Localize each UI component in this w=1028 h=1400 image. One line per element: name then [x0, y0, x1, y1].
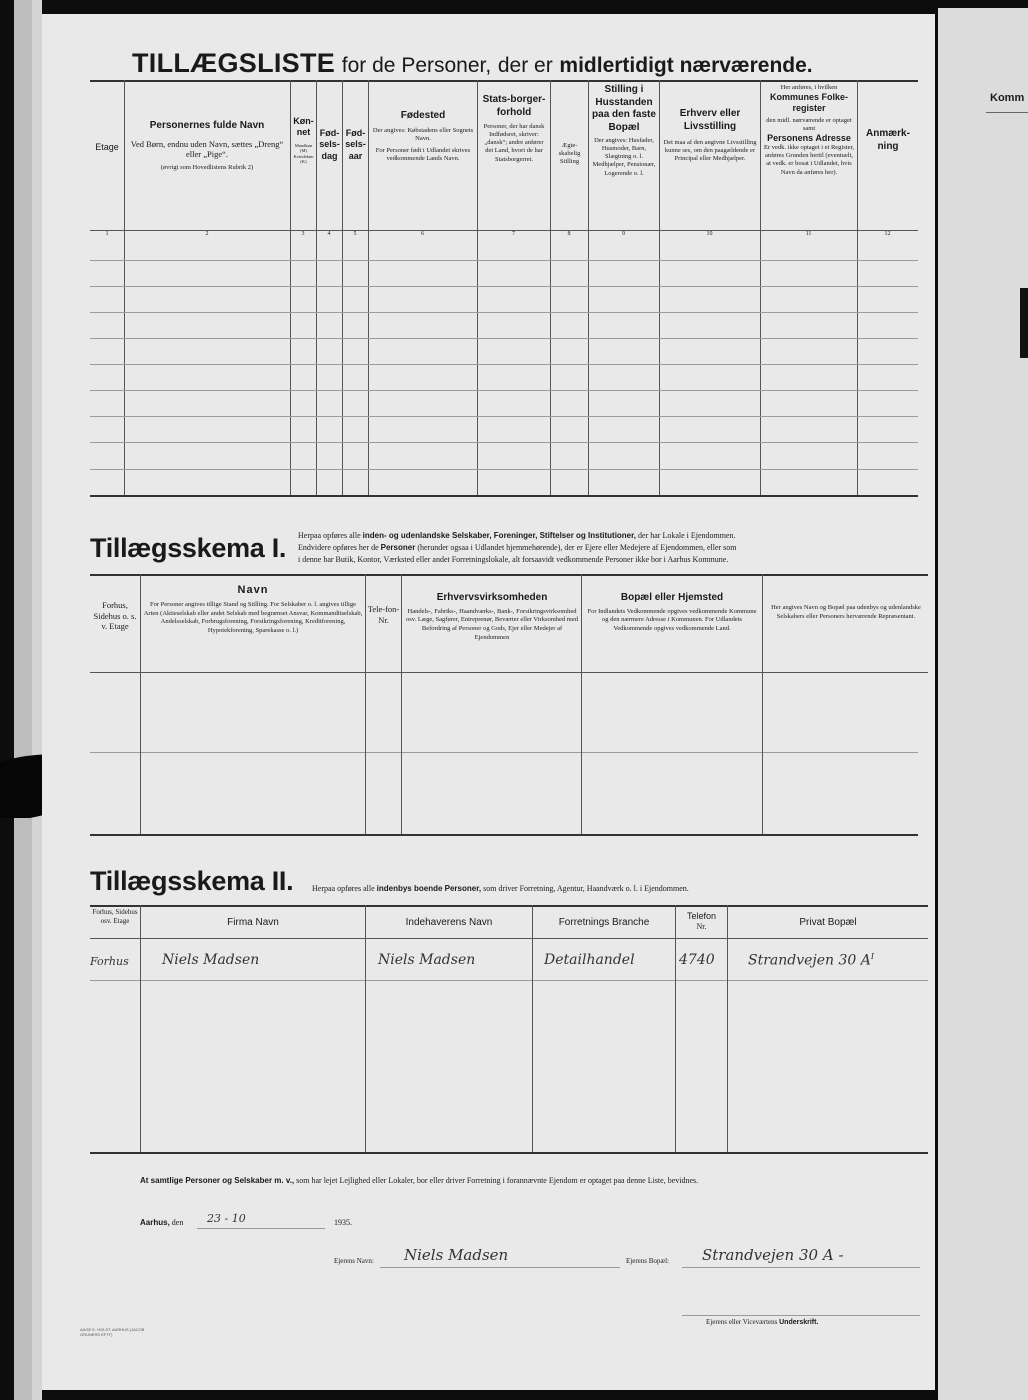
header-foedselsaar: Fød-sels-aar [345, 128, 366, 161]
column-number: 7 [512, 231, 515, 237]
owner-address-label: Ejerens Bopæl: [626, 1257, 669, 1265]
list-row-rule [90, 364, 918, 365]
schema1-col-divider [401, 574, 402, 834]
column-number: 9 [622, 231, 625, 237]
list-col-divider [659, 80, 660, 495]
list-row-rule [90, 442, 918, 443]
date-line [197, 1228, 325, 1229]
list-row-rule [90, 469, 918, 470]
schema2-header-telefon: Telefon Nr. [686, 911, 717, 932]
footer-place: Aarhus, den [140, 1218, 184, 1227]
list-row-rule [90, 390, 918, 391]
schema2-header-rule [90, 938, 928, 939]
header-folkeregister: Her anføres, i hvilken Kommunes Folke-register den midl. nærværende er optaget samt Personens Adresse Er vedk. ikke optaget i et Register, anføres Grunden hertil (eventuelt, at vedk. er bosat i Udlandet, hvis Navn da anføres her). [764, 84, 854, 176]
schema2-row-bopael: Strandvejen 30 $A^I$ [748, 952, 875, 969]
column-number: 3 [301, 231, 305, 237]
list-bottom-rule [90, 495, 918, 497]
list-col-divider [588, 80, 589, 495]
header-foedselsdag: Fød-sels-dag [319, 128, 340, 161]
adjacent-page [938, 8, 1028, 1400]
schema1-row-rule [90, 752, 918, 753]
header-stilling-i-husstanden: Stilling i Husstanden paa den faste Bopæl Der angives: Husfader, Husmoder, Barn, Slægtning o. l. Medhjælper, Pensionær, Logerende o. l. [592, 84, 656, 177]
schema1-header-erhverv: Erhvervsvirksomheden Handels-, Fabriks-, Haandværks-, Bank-, Forsikringsvirksomhed osv. Læge, Sagfører, Entreprenør, Beværter eller Virksomhed med Befordring af Personer og Gods, Ejer eller Medejer af Ejendommen [405, 592, 578, 641]
schema2-header-firma: Firma Navn [227, 917, 279, 928]
schema1-col-divider [762, 574, 763, 834]
schema2-row-firma: Niels Madsen [162, 952, 260, 968]
adjacent-page-mark [1020, 288, 1028, 358]
schema1-col-divider [581, 574, 582, 834]
schema1-bottom-rule [90, 834, 918, 836]
column-number: 6 [421, 231, 424, 237]
schema2-header-privat-bopael: Privat Bopæl [799, 917, 857, 928]
schema2-bottom-rule [90, 1152, 928, 1154]
list-col-divider [368, 80, 369, 495]
header-koennet: Køn-net Mandkøn (M) Kvindekøn (K) [293, 116, 314, 165]
schema2-top-rule [90, 905, 928, 907]
list-row-rule [90, 312, 918, 313]
schema1-header-telefon: Tele-fon-Nr. [367, 604, 400, 625]
schema1-header-etage: Forhus, Sidehus o. s. v. Etage [93, 600, 137, 632]
title-part4: midlertidigt nærværende. [559, 54, 813, 77]
schema1-title: Tillægsskema I. [90, 533, 287, 563]
schema2-header-indehaver: Indehaverens Navn [405, 917, 493, 928]
footer-statement: At samtlige Personer og Selskaber m. v., som har lejet Lejlighed eller Lokaler, bor eller driver Forretning i forannævnte Ejendom er optaget paa denne Liste, bevidnes. [140, 1176, 699, 1185]
book-binding [14, 0, 42, 1400]
schema2-col-divider [675, 905, 676, 1152]
adjacent-page-rule [986, 112, 1028, 113]
schema2-col-divider [140, 905, 141, 1152]
header-statsborgerforhold: Stats-borger-forhold Personer, der har dansk Indfødsret, skriver: „dansk“; andre anfører det Land, hvori de har Statsborgerret. [482, 94, 546, 163]
column-number: 8 [567, 231, 571, 237]
signature-label: Ejerens eller Viceværtens Underskrift. [706, 1318, 819, 1326]
list-col-divider [857, 80, 858, 495]
column-number: 5 [353, 231, 357, 237]
main-title [132, 48, 932, 79]
header-anmaerkning: Anmærk-ning [866, 128, 910, 152]
list-row-rule [90, 260, 918, 261]
schema2-title: Tillægsskema II. [90, 866, 294, 896]
adjacent-page-text: Komm [990, 92, 1025, 104]
column-number: 2 [205, 231, 209, 237]
owner-name-line [380, 1267, 620, 1268]
column-number: 10 [706, 231, 713, 237]
schema2-row-branche: Detailhandel [544, 952, 635, 968]
header-aegteskabelig-stilling: Ægte-skabelig Stilling [558, 142, 581, 166]
list-col-divider [124, 80, 125, 495]
schema1-col-divider [140, 574, 141, 834]
list-col-divider [760, 80, 761, 495]
schema2-description: Herpaa opføres alle indenbys boende Personer, som driver Forretning, Agentur, Haandværk o. l. i Ejendommen. [312, 884, 689, 893]
column-number: 12 [884, 231, 891, 237]
schema2-col-divider [727, 905, 728, 1152]
title-tillaegsliste: TILLÆGSLISTE [132, 48, 336, 78]
column-number: 4 [327, 231, 331, 237]
header-fulde-navn: Personernes fulde Navn Ved Børn, endnu uden Navn, sættes „Dreng“ eller „Pige“. (øvrigt som Hovedlistens Rubrik 2) [130, 120, 284, 171]
schema2-col-divider [365, 905, 366, 1152]
footer-date: 23 - 10 [207, 1212, 246, 1225]
footer-year: 1935. [334, 1218, 352, 1227]
schema2-row-rule [90, 980, 928, 981]
owner-name-label: Ejerens Navn: [334, 1257, 374, 1265]
printer-imprint: AAGE E. HOLST, AARHUS (JACOB GRUNERS EFTF) [80, 1327, 145, 1338]
schema1-top-rule [90, 574, 928, 576]
header-foedested: Fødested Der angives: Købstadens eller Sognets Navn. For Personer født i Udlandet skrives vedkommende Lands Navn. [372, 110, 474, 162]
owner-address-line [682, 1267, 920, 1268]
list-col-divider [477, 80, 478, 495]
census-form-page [42, 14, 935, 1390]
owner-address: Strandvejen 30 A - [702, 1246, 844, 1264]
schema2-header-branche: Forretnings Branche [558, 917, 650, 928]
header-etage: Etage [95, 142, 119, 152]
schema2-header-etage: Forhus, Sidehus osv. Etage [92, 908, 138, 925]
schema2-row-indehaver: Niels Madsen [378, 952, 476, 968]
owner-name: Niels Madsen [404, 1246, 509, 1264]
header-erhverv: Erhverv eller Livsstilling Det maa af den angivne Livsstilling kunne ses, om den paagældende er Principal eller Medhjælper. [663, 108, 757, 163]
schema1-header-rule [90, 672, 928, 673]
list-row-rule [90, 286, 918, 287]
title-part2: for de Personer, [341, 54, 492, 77]
schema2-row-telefon: 4740 [679, 952, 715, 968]
schema2-col-divider [532, 905, 533, 1152]
column-number: 1 [105, 231, 109, 237]
list-row-rule [90, 338, 918, 339]
list-row-rule [90, 416, 918, 417]
list-top-rule [90, 80, 918, 82]
schema1-description: Herpaa opføres alle inden- og udenlandske Selskaber, Foreninger, Stiftelser og Institutioner, der har Lokale i Ejendommen. Endvidere opføres her de Personer (herunder ogsaa i Udlandet hjemmehørende), der er Ejere eller Medejere af Ejendommen, eller som i denne har Butik, Kontor, Værksted eller andet Forretningslokale, alt forsaavidt vedkommende Personer ikke bor i Aarhus Kommune. [298, 531, 737, 564]
schema2-row-etage: Forhus [90, 955, 129, 968]
signature-line [682, 1315, 920, 1316]
schema1-header-bopael: Bopæl eller Hjemsted For Indlandets Vedkommende opgives vedkommende Kommune og den nærmere Adresse i Kommunen. For Udlandets Vedkommende opgives vedkommende Land. [587, 592, 757, 633]
title-part3: der er [497, 54, 553, 77]
column-number: 11 [805, 231, 812, 237]
schema1-header-navn: Navn For Personer angives tillige Stand og Stilling. For Selskaber o. l. angives tillige Arten (Aktieselskab eller andet Selskab med begrænset Ansvar, Kommanditselskab, Andelsselskab, Forbrugsforening, Forsikringsforening, Kreditforening, Hypotekforening, Sparekasse o. l.) [143, 584, 363, 635]
schema1-header-repraesentant: Her angives Navn og Bopæl paa udenbys og udenlandske Selskabers eller Personers herværende Repræsentant. [771, 604, 921, 620]
